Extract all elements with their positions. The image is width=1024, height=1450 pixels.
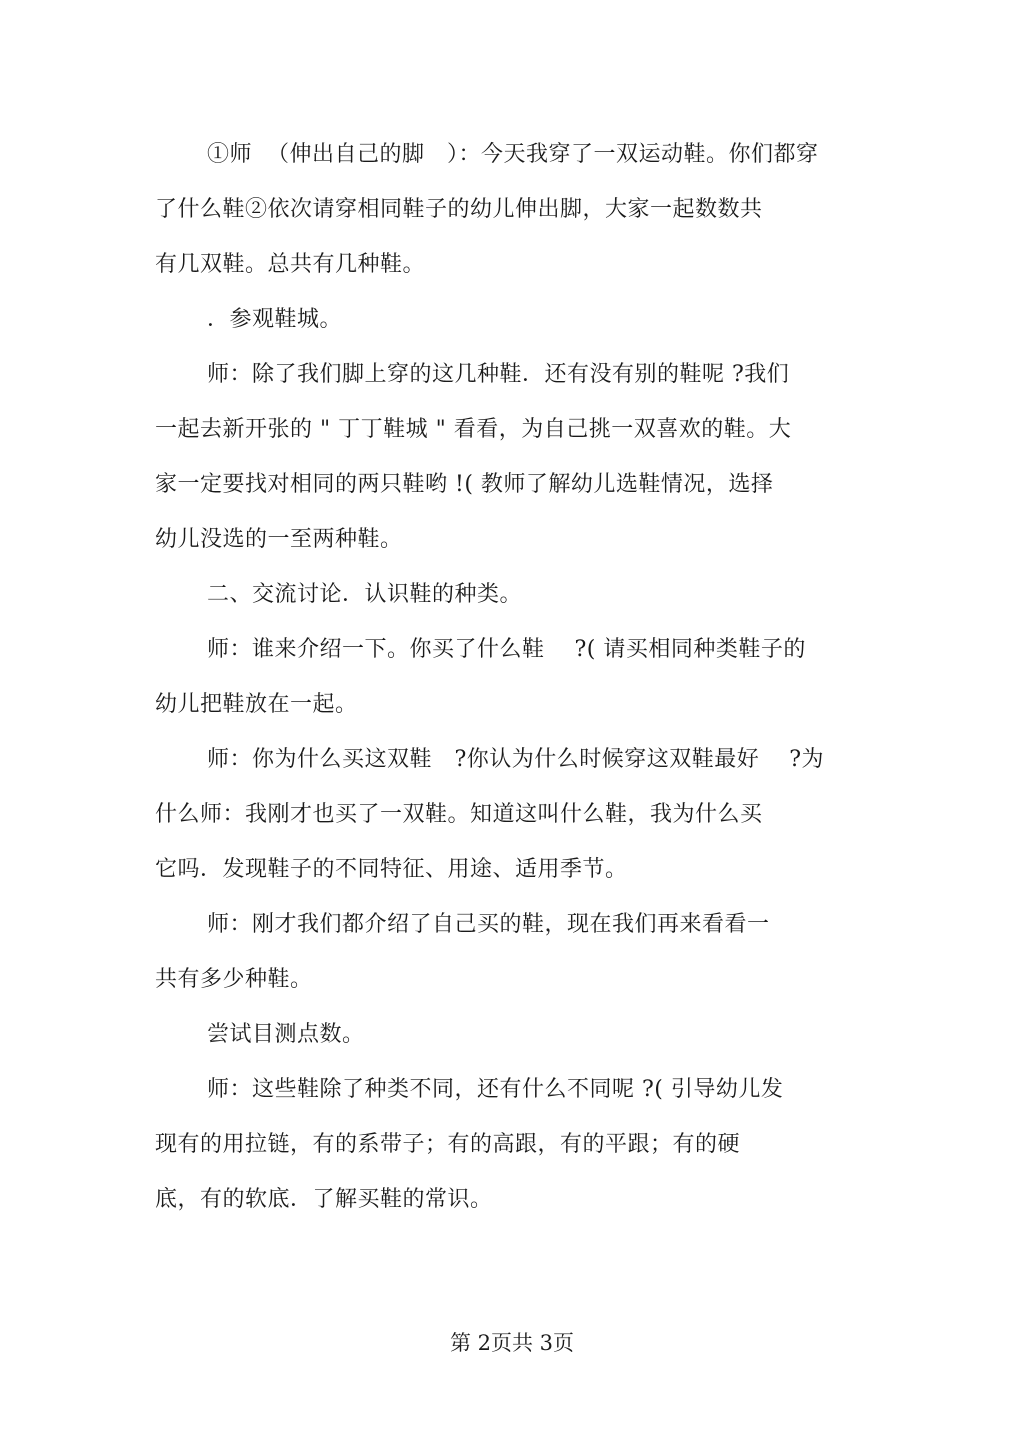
text-line: 底，有的软底．了解买鞋的常识。 [155, 1187, 493, 1212]
text-line: 有几双鞋。总共有几种鞋。 [155, 252, 426, 277]
page-number-footer: 第 2页共 3页 [449, 1331, 575, 1355]
text-line: ．参观鞋城。 [207, 307, 343, 332]
text-line: 共有多少种鞋。 [155, 967, 313, 992]
text-line: 幼儿把鞋放在一起。 [155, 692, 358, 717]
text-line: 师：你为什么买这双鞋 ?你认为什么时候穿这双鞋最好 ?为 [207, 747, 825, 772]
text-line: 它吗．发现鞋子的不同特征、用途、适用季节。 [155, 857, 628, 882]
text-line: 一起去新开张的 " 丁丁鞋城 " 看看，为自己挑一双喜欢的鞋。大 [155, 417, 792, 442]
text-line: 家一定要找对相同的两只鞋哟 !( 教师了解幼儿选鞋情况，选择 [155, 472, 774, 497]
section-heading: 二、交流讨论．认识鞋的种类。 [207, 582, 523, 607]
text-line: 师：谁来介绍一下。你买了什么鞋 ?( 请买相同种类鞋子的 [207, 637, 806, 662]
text-line: 什么师：我刚才也买了一双鞋。知道这叫什么鞋，我为什么买 [155, 802, 763, 827]
text-line: ①师 （伸出自己的脚 ）：今天我穿了一双运动鞋。你们都穿 [207, 142, 819, 167]
text-line: 现有的用拉链，有的系带子；有的高跟，有的平跟；有的硬 [155, 1132, 741, 1157]
text-line: 师：刚才我们都介绍了自己买的鞋，现在我们再来看看一 [207, 912, 770, 937]
text-line: 师：除了我们脚上穿的这几种鞋．还有没有别的鞋呢 ?我们 [207, 362, 790, 387]
text-line: 幼儿没选的一至两种鞋。 [155, 527, 403, 552]
text-line: 师：这些鞋除了种类不同，还有什么不同呢 ?( 引导幼儿发 [207, 1077, 784, 1102]
text-line: 尝试目测点数。 [207, 1022, 365, 1047]
text-line: 了什么鞋②依次请穿相同鞋子的幼儿伸出脚，大家一起数数共 [155, 197, 763, 222]
